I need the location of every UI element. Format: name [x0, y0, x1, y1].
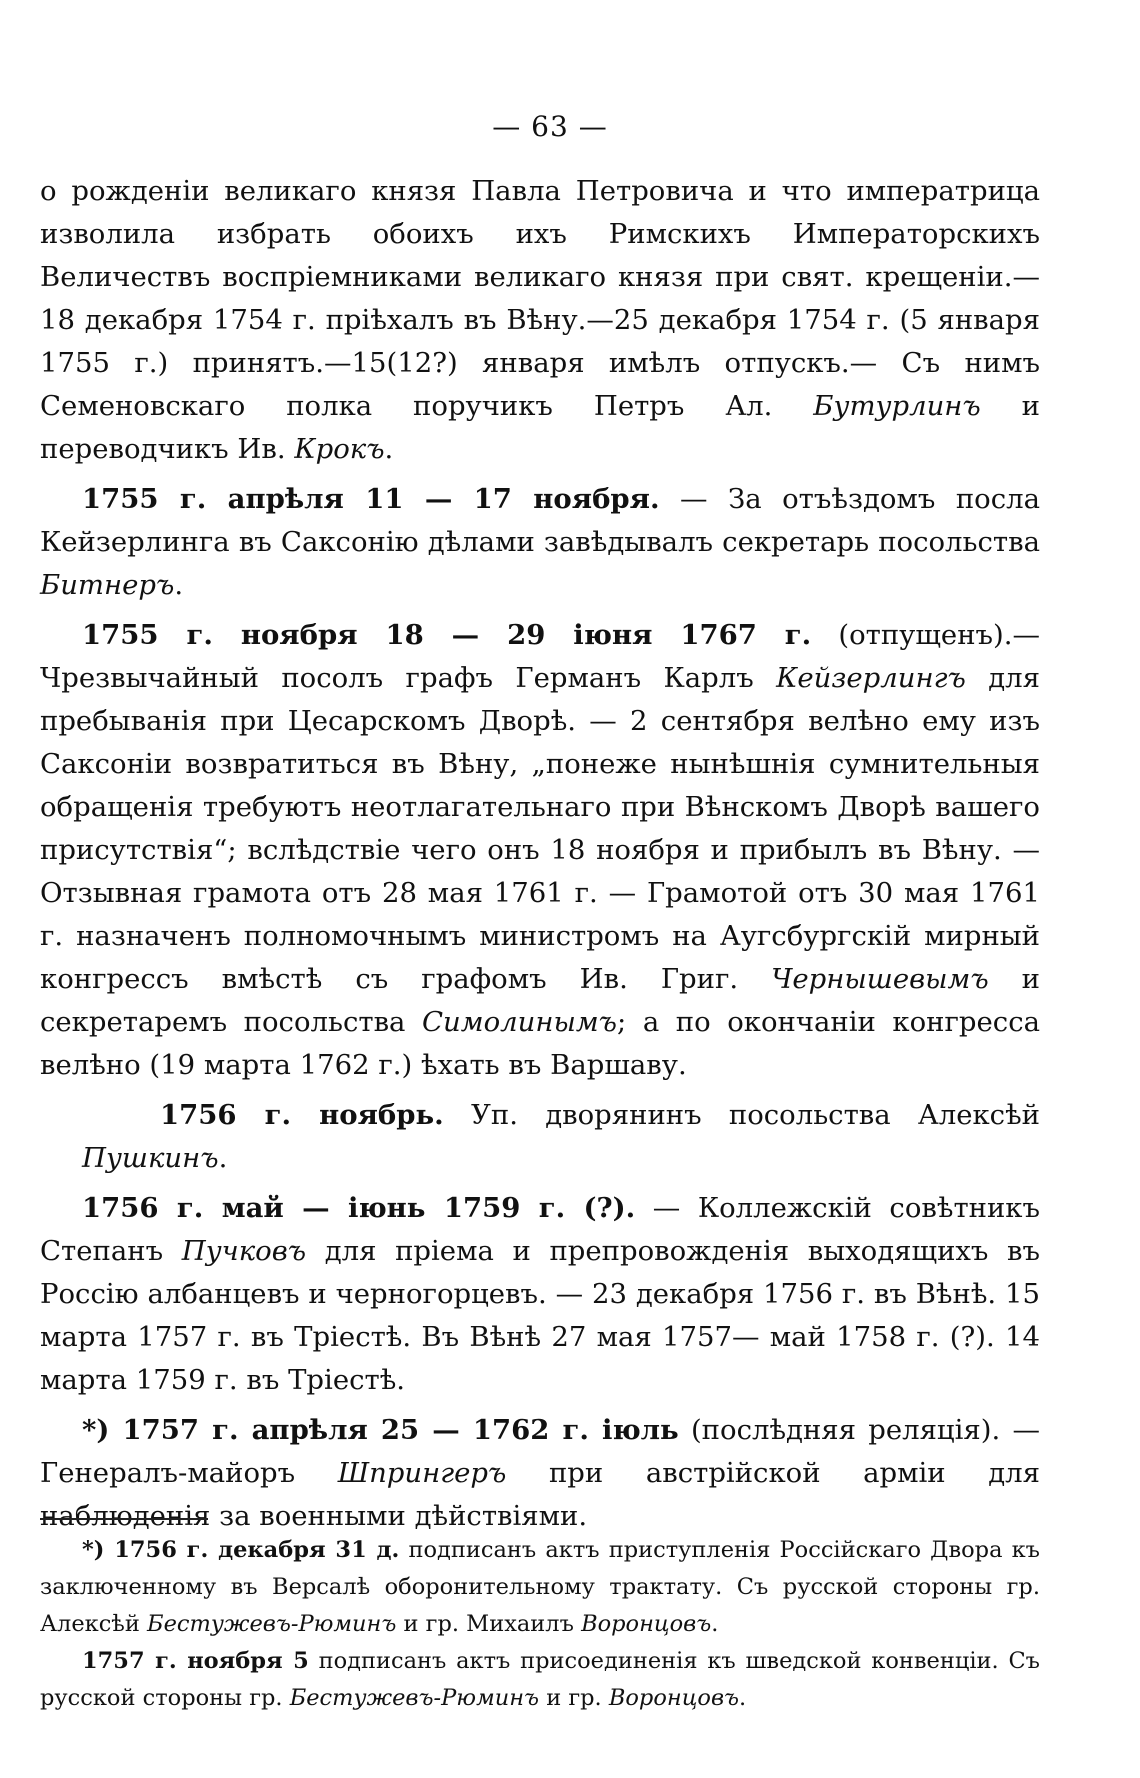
paragraph-text: ; а по окончаніи конгресса велѣно (19 марта 1762 г.) ѣхать въ Варшаву.: [40, 1006, 1040, 1081]
page-number: — 63 —: [492, 110, 608, 143]
paragraph-text: — Коллежскій совѣтникъ Степанъ: [40, 1192, 1040, 1267]
footnote-divider: [40, 1518, 208, 1520]
footnote-text: подписанъ актъ присоединенія къ шведской конвенціи. Съ русской стороны гр.: [40, 1648, 1040, 1711]
footnote-date-heading: *) 1756 г. декабря 31 д.: [82, 1537, 400, 1563]
footnote-text: .: [711, 1611, 719, 1637]
paragraph-text: и переводчикъ Ив.: [40, 390, 1040, 465]
footnote-text: подписанъ актъ приступленія Россійскаго Двора къ заключенному въ Версалѣ оборонительному трактату. Съ русской стороны гр. Алексѣй: [40, 1537, 1040, 1637]
entry-date-heading: 1756 г. ноябрь.: [160, 1099, 444, 1131]
paragraph-text: .: [218, 1142, 228, 1174]
paragraph-text: .: [384, 433, 394, 465]
person-name: Бестужевъ-Рюминъ: [147, 1611, 397, 1637]
footnote-text: и гр.: [539, 1685, 609, 1711]
paragraph-text: (послѣдняя реляція). — Генералъ-майоръ: [40, 1414, 1040, 1489]
person-name: Пучковъ: [181, 1235, 307, 1267]
entry-date-heading: 1755 г. апрѣля 11 — 17 ноября.: [82, 483, 660, 515]
entry-date-heading: 1755 г. ноября 18 — 29 іюня 1767 г.: [82, 619, 812, 651]
paragraph-5: [40, 1187, 1040, 1402]
paragraph-1: [40, 170, 1040, 471]
paragraph-text: — За отъѣздомъ посла Кейзерлинга въ Саксонію дѣлами завѣдывалъ секретарь посольства: [40, 483, 1040, 558]
person-name: Пушкинъ: [82, 1142, 219, 1174]
paragraph-text: при австрійской арміи для наблюденія за военными дѣйствіями.: [40, 1457, 1040, 1532]
entry-date-heading: 1756 г. май — іюнь 1759 г. (?).: [82, 1192, 636, 1224]
paragraph-text: (отпущенъ).—Чрезвычайный посолъ графъ Германъ Карлъ: [40, 619, 1041, 694]
main-text: [40, 170, 1040, 1545]
paragraph-text: для пріема и препровожденія выходящихъ въ Россію албанцевъ и черногорцевъ. — 23 декабря 1756 г. въ Вѣнѣ. 15 марта 1757 г. въ Тріестѣ. Въ Вѣнѣ 27 мая 1757— май 1758 г. (?). 14 марта 1759 г. въ Тріестѣ.: [40, 1235, 1041, 1396]
person-name: Битнеръ: [40, 569, 175, 601]
person-name: Воронцовъ: [608, 1685, 740, 1711]
person-name: Крокъ: [294, 433, 385, 465]
paragraph-text: для пребыванія при Цесарскомъ Дворѣ. — 2 сентября велѣно ему изъ Саксоніи возвратиться въ Вѣну, „понеже нынѣшнія сумнительныя обращенія требуютъ неотлагательнаго при Вѣнскомъ Дворѣ вашего присутствія“; вслѣдствіе чего онъ 18 ноября и прибылъ въ Вѣну. — Отзывная грамота отъ 28 мая 1761 г. — Грамотой отъ 30 мая 1761 г. назначенъ полномочнымъ министромъ на Аугсбургскій мирный конгрессъ вмѣстѣ съ графомъ Ив. Григ.: [40, 662, 1040, 995]
footnote-1: [40, 1532, 1040, 1643]
person-name: Воронцовъ: [581, 1611, 712, 1637]
paragraph-4: [40, 1094, 1040, 1180]
footnote-text: и гр. Михаилъ: [396, 1611, 582, 1637]
paragraph-text: и секретаремъ посольства: [40, 963, 1040, 1038]
paragraph-2: [40, 478, 1040, 607]
footnote-2: [40, 1643, 1040, 1717]
footnote-date-heading: 1757 г. ноября 5: [82, 1648, 309, 1674]
paragraph-3: [40, 614, 1040, 1087]
paragraph-text: о рожденіи великаго князя Павла Петровича и что императрица изволила избрать обоихъ ихъ Римскихъ Императорскихъ Величествъ воспріемниками великаго князя при свят. крещеніи.—18 декабря 1754 г. пріѣхалъ въ Вѣну.—25 декабря 1754 г. (5 января 1755 г.) принятъ.—15(12?) января имѣлъ отпускъ.— Съ нимъ Семеновскаго полка поручикъ Петръ Ал.: [40, 175, 1040, 422]
paragraph-text: Уп. дворянинъ посольства Алексѣй: [443, 1099, 1040, 1131]
footnote-text: .: [739, 1685, 747, 1711]
paragraph-text: .: [174, 569, 184, 601]
person-name: Шпрингеръ: [337, 1457, 507, 1489]
person-name: Бестужевъ-Рюминъ: [289, 1685, 540, 1711]
footnotes: [40, 1532, 1040, 1717]
person-name: Бутурлинъ: [813, 390, 981, 422]
person-name: Кейзерлингъ: [776, 662, 966, 694]
entry-date-heading: *) 1757 г. апрѣля 25 — 1762 г. іюль: [82, 1414, 679, 1446]
person-name: Чернышевымъ: [771, 963, 989, 995]
person-name: Симолинымъ: [422, 1006, 617, 1038]
